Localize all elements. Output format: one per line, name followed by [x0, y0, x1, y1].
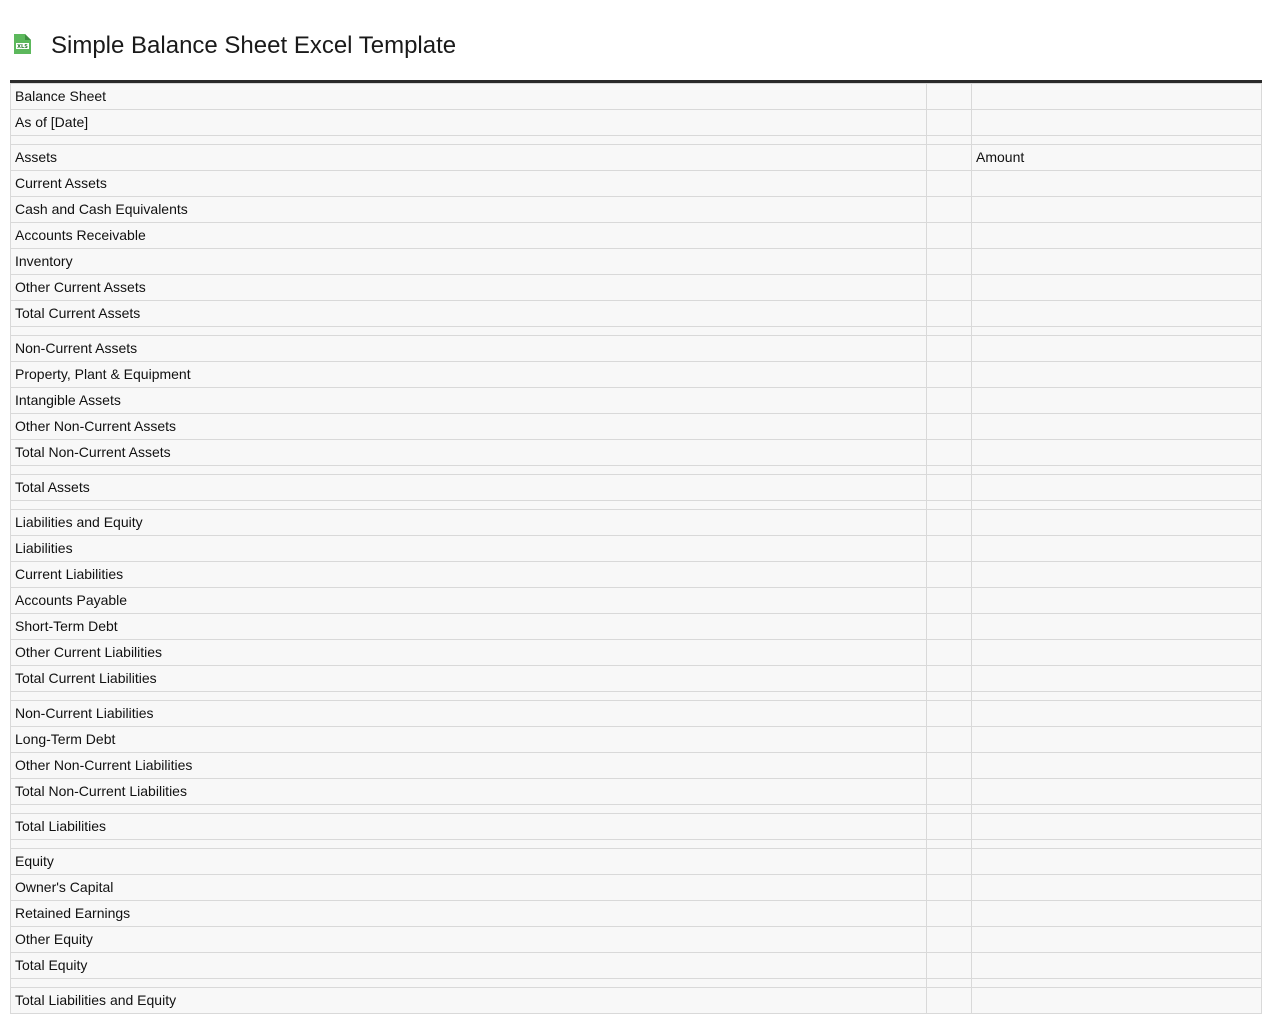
- row-label-cell[interactable]: Total Non-Current Liabilities: [11, 779, 927, 805]
- table-row: [11, 849, 1262, 875]
- row-label-cell[interactable]: Other Current Assets: [11, 275, 927, 301]
- amount-cell[interactable]: [972, 727, 1262, 753]
- amount-cell[interactable]: [972, 362, 1262, 388]
- table-row: [11, 753, 1262, 779]
- table-row: [11, 727, 1262, 753]
- xls-file-icon: [13, 33, 32, 55]
- empty-cell[interactable]: [11, 136, 927, 145]
- empty-cell[interactable]: [927, 510, 972, 536]
- empty-cell[interactable]: [972, 501, 1262, 510]
- spacer-row: [11, 136, 1262, 145]
- table-row: [11, 927, 1262, 953]
- empty-cell[interactable]: [927, 171, 972, 197]
- empty-cell[interactable]: [11, 692, 927, 701]
- empty-cell[interactable]: [927, 666, 972, 692]
- table-row: [11, 171, 1262, 197]
- empty-cell[interactable]: [972, 136, 1262, 145]
- table-row: [11, 84, 1262, 110]
- empty-cell[interactable]: [927, 301, 972, 327]
- amount-cell[interactable]: [972, 440, 1262, 466]
- amount-cell[interactable]: [972, 197, 1262, 223]
- empty-cell[interactable]: [927, 875, 972, 901]
- empty-cell[interactable]: [927, 223, 972, 249]
- table-row: [11, 362, 1262, 388]
- table-row: [11, 336, 1262, 362]
- empty-cell[interactable]: [927, 145, 972, 171]
- amount-cell[interactable]: [972, 875, 1262, 901]
- empty-cell[interactable]: [927, 840, 972, 849]
- empty-cell[interactable]: [927, 327, 972, 336]
- row-label-cell[interactable]: Balance Sheet: [11, 84, 927, 110]
- table-row: [11, 197, 1262, 223]
- row-label-cell[interactable]: Non-Current Assets: [11, 336, 927, 362]
- spacer-row: [11, 840, 1262, 849]
- spacer-row: [11, 805, 1262, 814]
- table-row: [11, 953, 1262, 979]
- empty-cell[interactable]: [927, 640, 972, 666]
- empty-cell[interactable]: [927, 136, 972, 145]
- table-row: [11, 275, 1262, 301]
- empty-cell[interactable]: [927, 84, 972, 110]
- amount-cell[interactable]: [972, 223, 1262, 249]
- row-label-cell[interactable]: Retained Earnings: [11, 901, 927, 927]
- amount-cell[interactable]: [972, 336, 1262, 362]
- spacer-row: [11, 327, 1262, 336]
- amount-cell[interactable]: [972, 988, 1262, 1014]
- amount-cell[interactable]: [972, 901, 1262, 927]
- amount-cell[interactable]: [972, 614, 1262, 640]
- table-row: [11, 223, 1262, 249]
- row-label-cell[interactable]: Cash and Cash Equivalents: [11, 197, 927, 223]
- empty-cell[interactable]: [972, 979, 1262, 988]
- table-row: [11, 110, 1262, 136]
- svg-text:XLS: XLS: [17, 44, 28, 50]
- spacer-row: [11, 979, 1262, 988]
- row-label-cell[interactable]: As of [Date]: [11, 110, 927, 136]
- row-label-cell[interactable]: Short-Term Debt: [11, 614, 927, 640]
- empty-cell[interactable]: [972, 692, 1262, 701]
- empty-cell[interactable]: [927, 110, 972, 136]
- table-row: [11, 666, 1262, 692]
- table-row: [11, 901, 1262, 927]
- amount-cell[interactable]: [972, 588, 1262, 614]
- row-label-cell[interactable]: Other Non-Current Assets: [11, 414, 927, 440]
- empty-cell[interactable]: [927, 275, 972, 301]
- empty-cell[interactable]: [927, 362, 972, 388]
- empty-cell[interactable]: [972, 327, 1262, 336]
- row-label-cell[interactable]: Total Non-Current Assets: [11, 440, 927, 466]
- empty-cell[interactable]: [927, 692, 972, 701]
- empty-cell[interactable]: [11, 466, 927, 475]
- table-row: [11, 414, 1262, 440]
- empty-cell[interactable]: [927, 979, 972, 988]
- table-row: [11, 814, 1262, 840]
- amount-cell[interactable]: [972, 562, 1262, 588]
- table-row: [11, 301, 1262, 327]
- empty-cell[interactable]: [927, 701, 972, 727]
- table-row: [11, 562, 1262, 588]
- row-label-cell[interactable]: Property, Plant & Equipment: [11, 362, 927, 388]
- table-row: [11, 875, 1262, 901]
- spacer-row: [11, 466, 1262, 475]
- empty-cell[interactable]: [927, 336, 972, 362]
- empty-cell[interactable]: [927, 197, 972, 223]
- row-label-cell[interactable]: Other Current Liabilities: [11, 640, 927, 666]
- empty-cell[interactable]: [972, 466, 1262, 475]
- balance-sheet-table: [10, 83, 1262, 1014]
- page-title: Simple Balance Sheet Excel Template: [51, 32, 457, 59]
- empty-cell[interactable]: [927, 779, 972, 805]
- amount-cell[interactable]: [972, 953, 1262, 979]
- empty-cell[interactable]: [927, 414, 972, 440]
- empty-cell[interactable]: [927, 614, 972, 640]
- table-row: [11, 536, 1262, 562]
- empty-cell[interactable]: [927, 988, 972, 1014]
- table-row: [11, 475, 1262, 501]
- row-label-cell[interactable]: Total Equity: [11, 953, 927, 979]
- table-row: [11, 779, 1262, 805]
- empty-cell[interactable]: [11, 501, 927, 510]
- row-label-cell[interactable]: Non-Current Liabilities: [11, 701, 927, 727]
- amount-cell[interactable]: [972, 849, 1262, 875]
- table-row: [11, 988, 1262, 1014]
- empty-cell[interactable]: [927, 753, 972, 779]
- empty-cell[interactable]: [927, 805, 972, 814]
- page-header: [0, 0, 1262, 80]
- row-label-cell[interactable]: Equity: [11, 849, 927, 875]
- row-label-cell[interactable]: Total Current Assets: [11, 301, 927, 327]
- table-row: [11, 588, 1262, 614]
- row-label-cell[interactable]: Other Non-Current Liabilities: [11, 753, 927, 779]
- table-row: [11, 145, 1262, 171]
- empty-cell[interactable]: [11, 327, 927, 336]
- amount-cell[interactable]: [972, 753, 1262, 779]
- amount-cell[interactable]: [972, 301, 1262, 327]
- table-row: [11, 510, 1262, 536]
- empty-cell[interactable]: [11, 979, 927, 988]
- empty-cell[interactable]: [11, 805, 927, 814]
- amount-cell[interactable]: [972, 701, 1262, 727]
- row-label-cell[interactable]: Inventory: [11, 249, 927, 275]
- row-label-cell[interactable]: Intangible Assets: [11, 388, 927, 414]
- amount-cell[interactable]: [972, 536, 1262, 562]
- empty-cell[interactable]: [927, 927, 972, 953]
- table-row: [11, 640, 1262, 666]
- amount-cell[interactable]: [972, 927, 1262, 953]
- empty-cell[interactable]: [11, 840, 927, 849]
- empty-cell[interactable]: [927, 814, 972, 840]
- empty-cell[interactable]: [927, 440, 972, 466]
- empty-cell[interactable]: [972, 805, 1262, 814]
- row-label-cell[interactable]: Long-Term Debt: [11, 727, 927, 753]
- amount-cell[interactable]: [972, 249, 1262, 275]
- row-label-cell[interactable]: Current Assets: [11, 171, 927, 197]
- amount-cell[interactable]: [972, 666, 1262, 692]
- table-row: [11, 388, 1262, 414]
- empty-cell[interactable]: [927, 588, 972, 614]
- row-label-cell[interactable]: Other Equity: [11, 927, 927, 953]
- empty-cell[interactable]: [927, 849, 972, 875]
- row-label-cell[interactable]: Total Liabilities: [11, 814, 927, 840]
- empty-cell[interactable]: [927, 475, 972, 501]
- amount-cell[interactable]: [972, 814, 1262, 840]
- amount-cell[interactable]: [972, 110, 1262, 136]
- empty-cell[interactable]: [927, 466, 972, 475]
- amount-cell[interactable]: [972, 275, 1262, 301]
- spacer-row: [11, 692, 1262, 701]
- empty-cell[interactable]: [927, 501, 972, 510]
- row-label-cell[interactable]: Liabilities and Equity: [11, 510, 927, 536]
- amount-cell[interactable]: [972, 510, 1262, 536]
- row-label-cell[interactable]: Current Liabilities: [11, 562, 927, 588]
- row-label-cell[interactable]: Total Current Liabilities: [11, 666, 927, 692]
- row-label-cell[interactable]: Total Liabilities and Equity: [11, 988, 927, 1014]
- table-row: [11, 614, 1262, 640]
- table-row: [11, 701, 1262, 727]
- row-label-cell[interactable]: Assets: [11, 145, 927, 171]
- empty-cell[interactable]: [927, 536, 972, 562]
- empty-cell[interactable]: [927, 562, 972, 588]
- row-label-cell[interactable]: Liabilities: [11, 536, 927, 562]
- empty-cell[interactable]: [927, 727, 972, 753]
- empty-cell[interactable]: [927, 901, 972, 927]
- empty-cell[interactable]: [927, 249, 972, 275]
- spacer-row: [11, 501, 1262, 510]
- amount-cell[interactable]: [972, 475, 1262, 501]
- table-row: [11, 249, 1262, 275]
- empty-cell[interactable]: [972, 840, 1262, 849]
- amount-cell[interactable]: [972, 84, 1262, 110]
- amount-cell[interactable]: [972, 388, 1262, 414]
- amount-cell[interactable]: [972, 640, 1262, 666]
- empty-cell[interactable]: [927, 953, 972, 979]
- row-label-cell[interactable]: Accounts Receivable: [11, 223, 927, 249]
- row-label-cell[interactable]: Total Assets: [11, 475, 927, 501]
- table-row: [11, 440, 1262, 466]
- empty-cell[interactable]: [927, 388, 972, 414]
- amount-cell[interactable]: [972, 779, 1262, 805]
- row-label-cell[interactable]: Accounts Payable: [11, 588, 927, 614]
- amount-cell[interactable]: [972, 414, 1262, 440]
- row-label-cell[interactable]: Owner's Capital: [11, 875, 927, 901]
- amount-cell[interactable]: Amount: [972, 145, 1262, 171]
- amount-cell[interactable]: [972, 171, 1262, 197]
